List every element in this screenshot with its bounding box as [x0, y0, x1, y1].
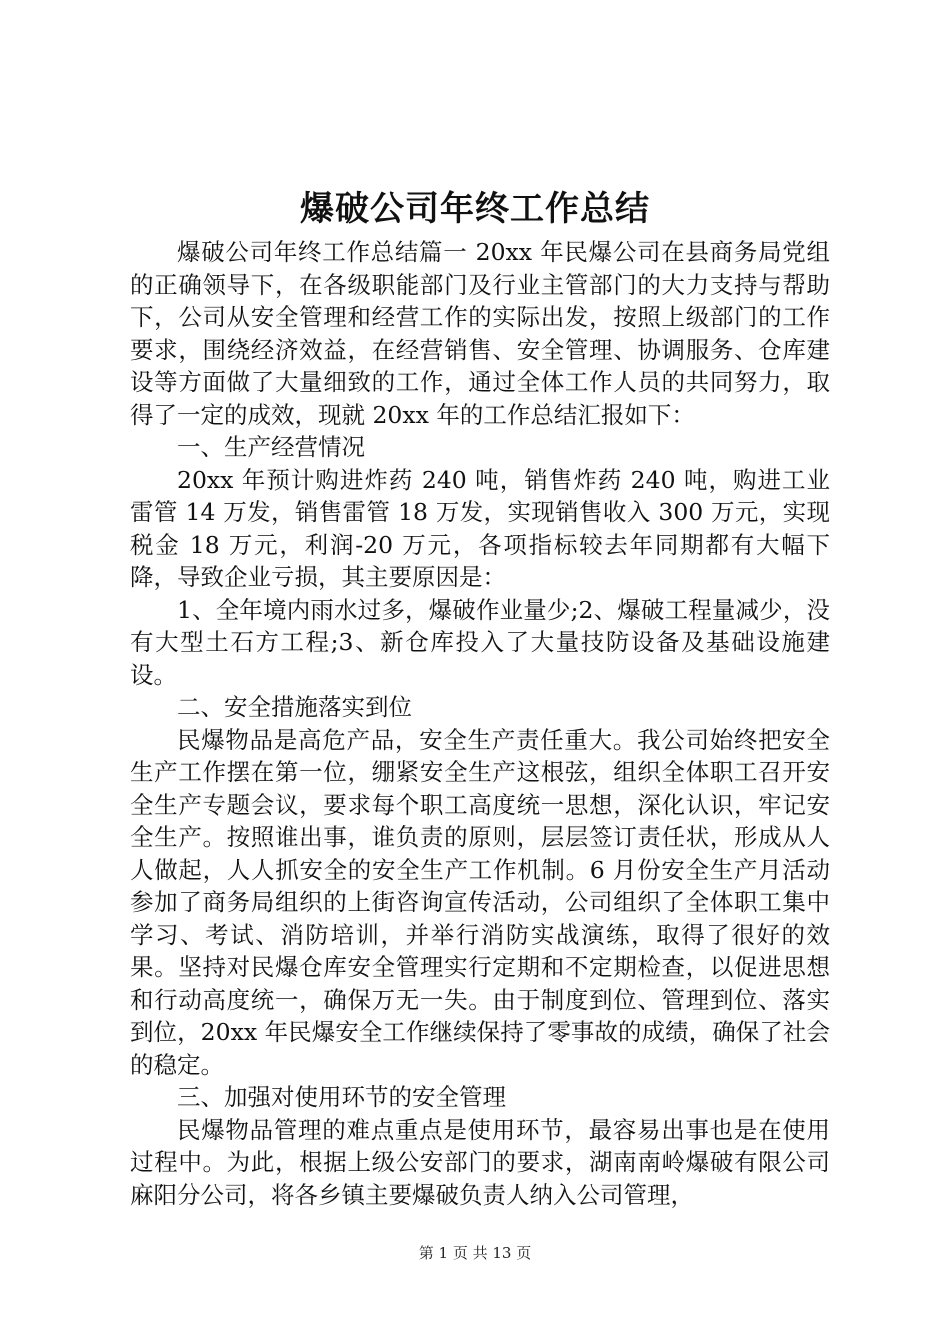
- section-heading-usage: 三、加强对使用环节的安全管理: [177, 1083, 506, 1111]
- section-heading-production: 一、生产经营情况: [177, 433, 365, 461]
- document-title: 爆破公司年终工作总结: [300, 189, 650, 229]
- document-body: [130, 236, 830, 1211]
- page-footer: 第 1 页 共 13 页: [418, 1244, 532, 1262]
- paragraph-intro: 爆破公司年终工作总结篇一 20xx 年民爆公司在县商务局党组的正确领导下，在各级职能部门及行业主管部门的大力支持与帮助下，公司从安全管理和经营工作的实际出发，按照上级部门的工作要求，围绕经济效益，在经营销售、安全管理、协调服务、仓库建设等方面做了大量细致的工作，通过全体工作人员的共同努力，取得了一定的成效，现就 20xx 年的工作总结汇报如下：: [130, 238, 830, 429]
- paragraph-safety: 民爆物品是高危产品，安全生产责任重大。我公司始终把安全生产工作摆在第一位，绷紧安全生产这根弦，组织全体职工召开安全生产专题会议，要求每个职工高度统一思想，深化认识，牢记安全生产。按照谁出事，谁负责的原则，层层签订责任状，形成从人人做起，人人抓安全的安全生产工作机制。6 月份安全生产月活动参加了商务局组织的上街咨询宣传活动，公司组织了全体职工集中学习、考试、消防培训，并举行消防实战演练，取得了很好的效果。坚持对民爆仓库安全管理实行定期和不定期检查，以促进思想和行动高度统一，确保万无一失。由于制度到位、管理到位、落实到位，20xx 年民爆安全工作继续保持了零事故的成绩，确保了社会的稳定。: [130, 725, 830, 1079]
- paragraph-production: 20xx 年预计购进炸药 240 吨，销售炸药 240 吨，购进工业雷管 14 万发，销售雷管 18 万发，实现销售收入 300 万元，实现税金 18 万元，利润-20 万元，各项指标较去年同期都有大幅下降，导致企业亏损，其主要原因是：: [130, 465, 830, 591]
- section-heading-safety: 二、安全措施落实到位: [177, 693, 412, 721]
- paragraph-usage: 民爆物品管理的难点重点是使用环节，最容易出事也是在使用过程中。为此，根据上级公安部门的要求，湖南南岭爆破有限公司麻阳分公司，将各乡镇主要爆破负责人纳入公司管理，: [130, 1115, 830, 1209]
- paragraph-reasons: 1、全年境内雨水过多，爆破作业量少;2、爆破工程量减少，没有大型土石方工程;3、新仓库投入了大量技防设备及基础设施建设。: [130, 595, 830, 689]
